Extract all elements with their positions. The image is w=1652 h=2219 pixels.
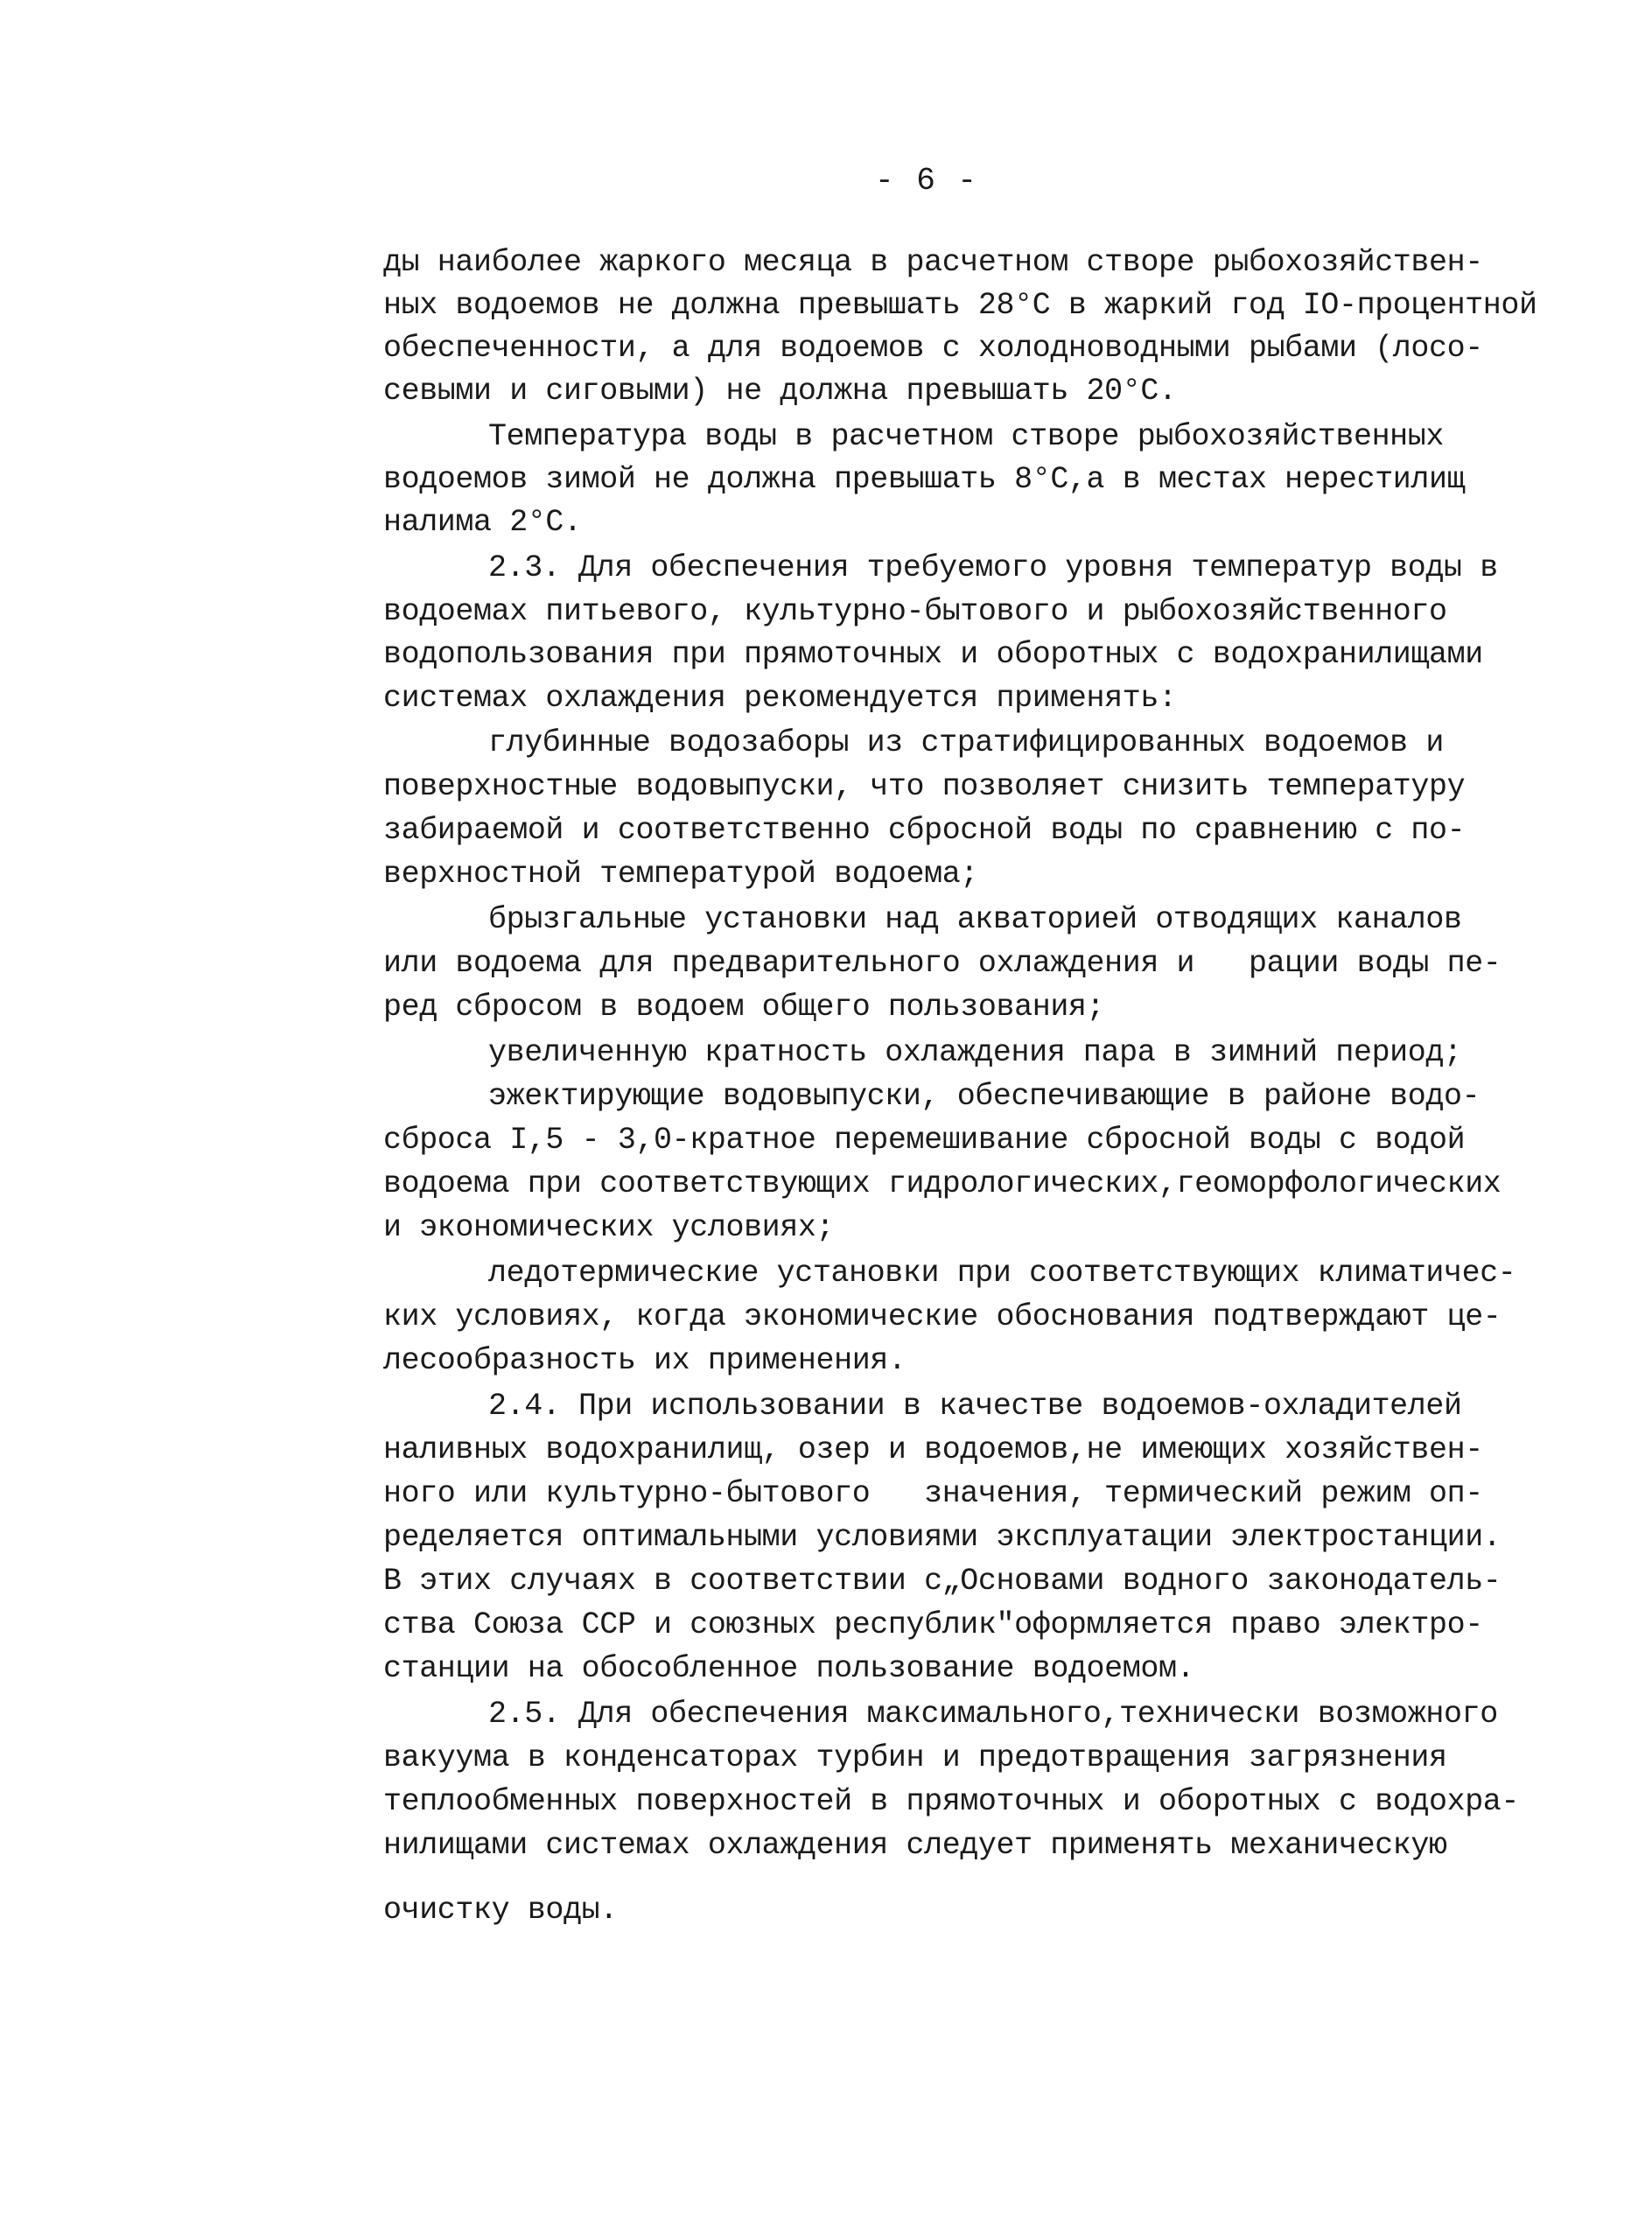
text-line: поверхностные водовыпуски, что позволяет снизить температуру [383,769,1466,804]
text-line: станции на обособленное пользование водоемом. [383,1651,1195,1686]
list-item-line: брызгальные установки над акваторией отводящих каналов [488,902,1462,937]
text-line: и экономических условиях; [383,1210,835,1245]
text-line: ных водоемов не должна превышать 28°С в жаркий год IO-процентной [383,288,1537,323]
text-line: ного или культурно-бытового значения, термический режим оп- [383,1476,1483,1511]
text-line: ства Союза ССР и союзных республик"оформляется право электро- [383,1607,1483,1642]
paragraph-start-line: Температура воды в расчетном створе рыбохозяйственных [488,419,1444,454]
text-line: сброса I,5 - 3,0-кратное перемешивание сбросной воды с водой [383,1123,1466,1158]
text-line: или водоема для предварительного охлаждения и рации воды пе- [383,946,1502,981]
text-line: налима 2°С. [383,505,582,540]
text-line: системах охлаждения рекомендуется применять: [383,681,1177,716]
text-line: В этих случаях в соответствии с„Основами водного законодатель- [383,1564,1502,1599]
text-line: водоемах питьевого, культурно-бытового и рыбохозяйственного [383,594,1447,629]
text-line: вакуума в конденсаторах турбин и предотвращения загрязнения [383,1740,1447,1775]
list-item-line: увеличенную кратность охлаждения пара в зимний период; [488,1035,1462,1070]
section-2-3-heading-line: 2.3. Для обеспечения требуемого уровня температур воды в [488,550,1498,585]
text-line: наливных водохранилищ, озер и водоемов,не имеющих хозяйствен- [383,1432,1483,1467]
list-item-line: эжектирующие водовыпуски, обеспечивающие в районе водо- [488,1079,1480,1114]
text-line: нилищами системах охлаждения следует применять механическую [383,1828,1447,1863]
page-number: - 6 - [875,163,979,199]
text-line: лесообразность их применения. [383,1343,906,1378]
text-line: теплообменных поверхностей в прямоточных и оборотных с водохра- [383,1784,1520,1819]
text-line: обеспеченности, а для водоемов с холодноводными рыбами (лосо- [383,331,1483,366]
list-item-line: ледотермические установки при соответствующих климатичес- [488,1256,1516,1291]
text-line: ред сбросом в водоем общего пользования; [383,990,1105,1025]
text-line: ких условиях, когда экономические обоснования подтверждают це- [383,1299,1502,1334]
section-2-4-heading-line: 2.4. При использовании в качестве водоемов-охладителей [488,1389,1462,1424]
text-line: водопользования при прямоточных и оборотных с водохранилищами [383,637,1483,672]
text-line: водоема при соответствующих гидрологических,геоморфологических [383,1166,1502,1201]
section-2-5-heading-line: 2.5. Для обеспечения максимального,технически возможного [488,1697,1498,1732]
text-line: севыми и сиговыми) не должна превышать 20°С. [383,374,1177,409]
text-line: водоемов зимой не должна превышать 8°С,а в местах нерестилищ [383,462,1466,497]
text-line: очистку воды. [383,1893,618,1928]
text-line: ды наиболее жаркого месяца в расчетном створе рыбохозяйствен- [383,245,1483,280]
text-line: ределяется оптимальными условиями эксплуатации электростанции. [383,1520,1502,1555]
text-line: забираемой и соответственно сбросной воды по сравнению с по- [383,813,1466,848]
list-item-line: глубинные водозаборы из стратифицированных водоемов и [488,725,1444,760]
text-line: верхностной температурой водоема; [383,857,978,892]
